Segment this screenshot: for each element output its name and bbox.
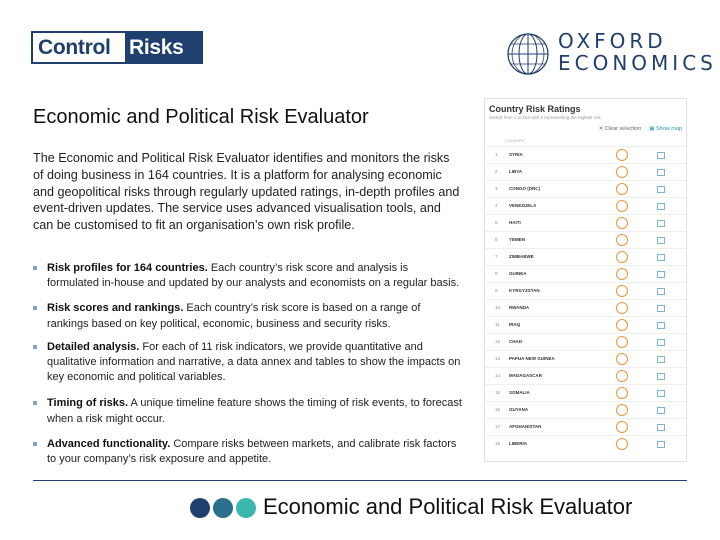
risk-score-icon bbox=[616, 353, 628, 365]
bullet-heading: Risk scores and rankings. bbox=[47, 302, 184, 315]
bullet-text: Each country’s risk score and analysis is formulated in-house and updated by our analysts and economists on a regular basis. bbox=[47, 262, 460, 290]
country-name: VENEZUELA bbox=[509, 203, 537, 208]
show-map-button[interactable]: ▦ Show map bbox=[649, 126, 682, 132]
risk-score-icon bbox=[616, 268, 628, 280]
flag-icon[interactable] bbox=[657, 203, 665, 210]
table-row[interactable] bbox=[485, 214, 686, 231]
page-title: Economic and Political Risk Evaluator bbox=[33, 106, 369, 128]
flag-icon[interactable] bbox=[657, 254, 665, 261]
flag-icon[interactable] bbox=[657, 339, 665, 346]
list-item bbox=[33, 396, 463, 426]
rank-number: 12 bbox=[495, 339, 501, 344]
rank-number: 4 bbox=[495, 203, 498, 208]
feature-list bbox=[33, 261, 463, 467]
table-row[interactable] bbox=[485, 180, 686, 197]
table-row[interactable] bbox=[485, 316, 686, 333]
country-name: SYRIA bbox=[509, 152, 523, 157]
table-row[interactable] bbox=[485, 401, 686, 418]
table-row[interactable] bbox=[485, 231, 686, 248]
flag-icon[interactable] bbox=[657, 220, 665, 227]
country-name: MADAGASCAR bbox=[509, 373, 542, 378]
country-name: YEMEN bbox=[509, 237, 526, 242]
risk-score-icon bbox=[616, 166, 628, 178]
table-row[interactable] bbox=[485, 350, 686, 367]
bullet-icon bbox=[33, 345, 37, 349]
footer-title: Economic and Political Risk Evaluator bbox=[263, 494, 633, 519]
risk-score-icon bbox=[616, 200, 628, 212]
rank-number: 1 bbox=[495, 152, 498, 157]
flag-icon[interactable] bbox=[657, 373, 665, 380]
decorative-dot-icon bbox=[190, 498, 210, 518]
rank-number: 2 bbox=[495, 169, 498, 174]
globe-icon bbox=[506, 32, 550, 76]
bullet-icon bbox=[33, 401, 37, 405]
oxford-economics-logo bbox=[506, 29, 717, 78]
flag-icon[interactable] bbox=[657, 152, 665, 159]
table-row[interactable] bbox=[485, 367, 686, 384]
risk-score-icon bbox=[616, 387, 628, 399]
logo-control-text: Control bbox=[33, 33, 125, 62]
control-risks-logo bbox=[31, 31, 203, 64]
rank-number: 15 bbox=[495, 390, 501, 395]
risk-score-icon bbox=[616, 302, 628, 314]
flag-icon[interactable] bbox=[657, 169, 665, 176]
country-risk-ratings-screenshot bbox=[484, 98, 687, 462]
flag-icon[interactable] bbox=[657, 271, 665, 278]
flag-icon[interactable] bbox=[657, 322, 665, 329]
bullet-icon bbox=[33, 266, 37, 270]
rank-number: 18 bbox=[495, 441, 501, 446]
bullet-icon bbox=[33, 442, 37, 446]
country-name: IRAQ bbox=[509, 322, 521, 327]
flag-icon[interactable] bbox=[657, 407, 665, 414]
oe-line1: OXFORD bbox=[558, 29, 667, 53]
show-map-label: Show map bbox=[656, 126, 682, 132]
country-name: KYRGYZSTAN bbox=[509, 288, 540, 293]
list-item bbox=[33, 437, 463, 467]
country-name: SOMALIA bbox=[509, 390, 530, 395]
footer-dots bbox=[190, 498, 256, 518]
country-name: LIBERIA bbox=[509, 441, 527, 446]
bullet-text: For each of 11 risk indicators, we provide quantitative and qualitative information and narrative, a data annex and tables to show the impacts on key economic and political variables. bbox=[47, 340, 461, 384]
bullet-heading: Detailed analysis. bbox=[47, 340, 140, 353]
bullet-heading: Risk profiles for 164 countries. bbox=[47, 262, 208, 274]
rank-number: 14 bbox=[495, 373, 501, 378]
rank-number: 3 bbox=[495, 186, 498, 191]
logo-risks-text: Risks bbox=[125, 33, 201, 62]
table-row[interactable] bbox=[485, 197, 686, 214]
risk-score-icon bbox=[616, 251, 628, 263]
country-name: ZIMBABWE bbox=[509, 254, 534, 259]
bullet-heading: Timing of risks. bbox=[47, 397, 129, 410]
risk-score-icon bbox=[616, 234, 628, 246]
rank-number: 7 bbox=[495, 254, 498, 259]
flag-icon[interactable] bbox=[657, 441, 665, 448]
list-item bbox=[33, 301, 463, 331]
ratings-actions bbox=[599, 126, 682, 132]
bullet-text: Each country’s risk score is based on a range of rankings based on key political, economic, business and security risks. bbox=[47, 302, 421, 330]
flag-icon[interactable] bbox=[657, 356, 665, 363]
bullet-heading: Advanced functionality. bbox=[47, 437, 171, 450]
flag-icon[interactable] bbox=[657, 424, 665, 431]
country-name: AFGHANISTAN bbox=[509, 424, 542, 429]
list-item bbox=[33, 261, 463, 291]
country-name: CHAD bbox=[509, 339, 522, 344]
rank-number: 9 bbox=[495, 288, 498, 293]
table-row[interactable] bbox=[485, 299, 686, 316]
table-row[interactable] bbox=[485, 384, 686, 401]
flag-icon[interactable] bbox=[657, 186, 665, 193]
rank-number: 16 bbox=[495, 407, 501, 412]
risk-score-icon bbox=[616, 404, 628, 416]
table-row[interactable] bbox=[485, 248, 686, 265]
rank-number: 13 bbox=[495, 356, 501, 361]
ratings-column-header: COUNTRY bbox=[505, 138, 525, 143]
table-row[interactable] bbox=[485, 333, 686, 350]
clear-selection-label: Clear selection bbox=[604, 126, 642, 132]
table-row[interactable] bbox=[485, 265, 686, 282]
oe-line2: ECONOMICS bbox=[558, 51, 717, 75]
rank-number: 5 bbox=[495, 220, 498, 225]
country-name: LIBYA bbox=[509, 169, 523, 174]
country-name: RWANDA bbox=[509, 305, 530, 310]
risk-score-icon bbox=[616, 370, 628, 382]
country-name: PAPUA NEW GUINEA bbox=[509, 356, 555, 361]
flag-icon[interactable] bbox=[657, 237, 665, 244]
risk-score-icon bbox=[616, 438, 628, 450]
table-row[interactable] bbox=[485, 418, 686, 435]
risk-score-icon bbox=[616, 217, 628, 229]
flag-icon[interactable] bbox=[657, 288, 665, 295]
decorative-dot-icon bbox=[213, 498, 233, 518]
rank-number: 10 bbox=[495, 305, 501, 310]
country-name: CONGO (DRC) bbox=[509, 186, 540, 191]
country-name: GUYANA bbox=[509, 407, 529, 412]
oxford-economics-wordmark bbox=[558, 30, 717, 74]
bullet-icon bbox=[33, 306, 37, 310]
ratings-title: Country Risk Ratings bbox=[489, 104, 581, 114]
ratings-list bbox=[485, 146, 686, 452]
clear-selection-button[interactable]: ✕ Clear selection bbox=[598, 126, 642, 132]
footer-divider bbox=[33, 480, 687, 481]
risk-score-icon bbox=[616, 183, 628, 195]
rank-number: 11 bbox=[495, 322, 500, 327]
country-name: HAITI bbox=[509, 220, 521, 225]
table-row[interactable] bbox=[485, 282, 686, 299]
table-row[interactable] bbox=[485, 146, 686, 163]
intro-paragraph: The Economic and Political Risk Evaluator identifies and monitors the risks of doing business in 164 countries. It is a platform for analysing economic and geopolitical risks through regularly updated ratings, in-depth profiles and event-driven updates. The service uses advanced visualisation tools, and can be customised to fit an organisation’s own risk profile. bbox=[33, 151, 460, 233]
bullet-text: Compare risks between markets, and calibrate risk factors to your company’s risk exposure and appetite. bbox=[47, 437, 457, 466]
bullet-text: A unique timeline feature shows the timing of risk events, to forecast when a risk might occur. bbox=[47, 397, 462, 425]
country-name: GUINEA bbox=[509, 271, 527, 276]
risk-score-icon bbox=[616, 336, 628, 348]
list-item bbox=[33, 340, 463, 386]
table-row[interactable] bbox=[485, 435, 686, 452]
risk-score-icon bbox=[616, 149, 628, 161]
risk-score-icon bbox=[616, 421, 628, 433]
rank-number: 17 bbox=[495, 424, 501, 429]
decorative-dot-icon bbox=[236, 498, 256, 518]
flag-icon[interactable] bbox=[657, 305, 665, 312]
rank-number: 6 bbox=[495, 237, 498, 242]
rank-number: 8 bbox=[495, 271, 498, 276]
ratings-subtitle: Sorted from 1 to 164 with 1 representing the highest risk bbox=[489, 115, 601, 120]
flag-icon[interactable] bbox=[657, 390, 665, 397]
table-row[interactable] bbox=[485, 163, 686, 180]
risk-score-icon bbox=[616, 285, 628, 297]
risk-score-icon bbox=[616, 319, 628, 331]
